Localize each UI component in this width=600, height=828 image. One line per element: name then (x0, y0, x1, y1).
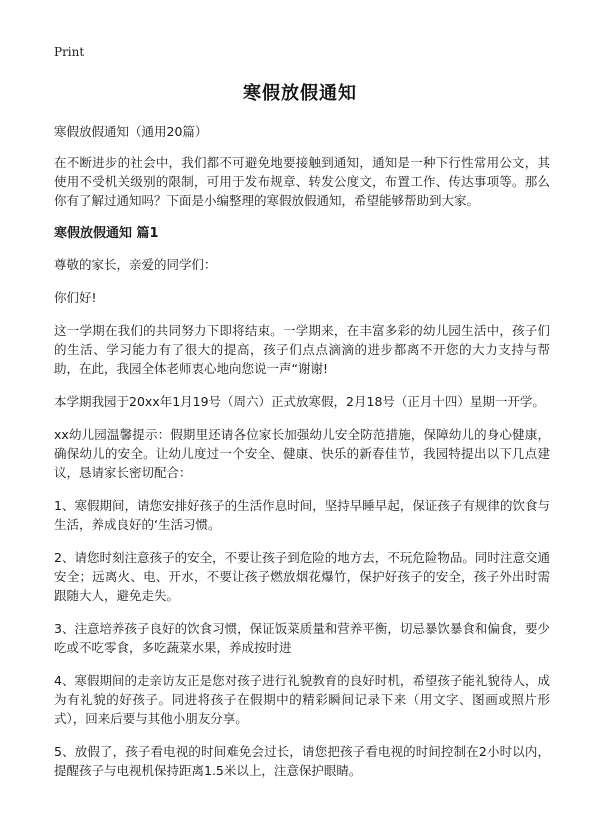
section-heading: 寒假放假通知 篇1 (54, 226, 159, 241)
list-item: 1、寒假期间，请您安排好孩子的生活作息时间，坚持早睡早起，保证孩子有规律的饮食与生活，养成良好的‘生活习惯。 (54, 498, 550, 532)
body-paragraph: 本学期我园于20xx年1月19号（周六）正式放寒假，2月18号（正月十四）星期一开学。 (54, 394, 545, 409)
body-paragraph: 这一学期在我们的共同努力下即将结束。一学期来，在丰富多彩的幼儿园生活中，孩子们的生活、学习能力有了很大的提高，孩子们点点滴滴的进步都离不开您的大力支持与帮助，在此，我园全体老师衷心地向您说一声“谢谢! (54, 323, 550, 376)
list-item: 2、请您时刻注意孩子的安全，不要让孩子到危险的地方去，不玩危险物品。同时注意交通安全；远离火、电、开水，不要让孩子燃放烟花爆竹，保护好孩子的安全，孩子外出时需跟随大人，避免走失。 (54, 550, 550, 603)
list-item: 5、放假了，孩子看电视的时间难免会过长，请您把孩子看电视的时间控制在2小时以内，提醒孩子与电视机保持距离1.5米以上，注意保护眼睛。 (54, 744, 550, 778)
document-subtitle: 寒假放假通知（通用20篇） (54, 124, 208, 139)
page-title: 寒假放假通知 (243, 83, 357, 104)
document-body (54, 122, 550, 794)
body-paragraph: xx幼儿园温馨提示：假期里还请各位家长加强幼儿安全防范措施，保障幼儿的身心健康，确保幼儿的安全。让幼儿度过一个安全、健康、快乐的新春佳节，我园特提出以下几点建议，恳请家长密切配合： (54, 427, 550, 480)
greeting-paragraph: 尊敬的家长，亲爱的同学们： (54, 257, 217, 272)
print-link[interactable]: Print (54, 45, 85, 59)
list-item: 3、注意培养孩子良好的饮食习惯，保证饭菜质量和营养平衡，切忌暴饮暴食和偏食，要少吃或不吃零食，多吃蔬菜水果，养成按时进 (54, 621, 550, 655)
list-item: 4、寒假期间的走亲访友正是您对孩子进行礼貌教育的良好时机，希望孩子能礼貌待人，成为有礼貌的好孩子。同进将孩子在假期中的精彩瞬间记录下来（用文字、图画或照片形式），回来后要与其他小朋友分享。 (54, 673, 550, 726)
hello-paragraph: 你们好! (54, 290, 97, 305)
intro-paragraph: 在不断进步的社会中，我们都不可避免地要接触到通知，通知是一种下行性常用公文，其使用不受机关级别的限制，可用于发布规章、转发公度文，布置工作、传达事项等。那么你有了解过通知吗？下面是小编整理的寒假放假通知，希望能够帮助到大家。 (54, 155, 550, 208)
